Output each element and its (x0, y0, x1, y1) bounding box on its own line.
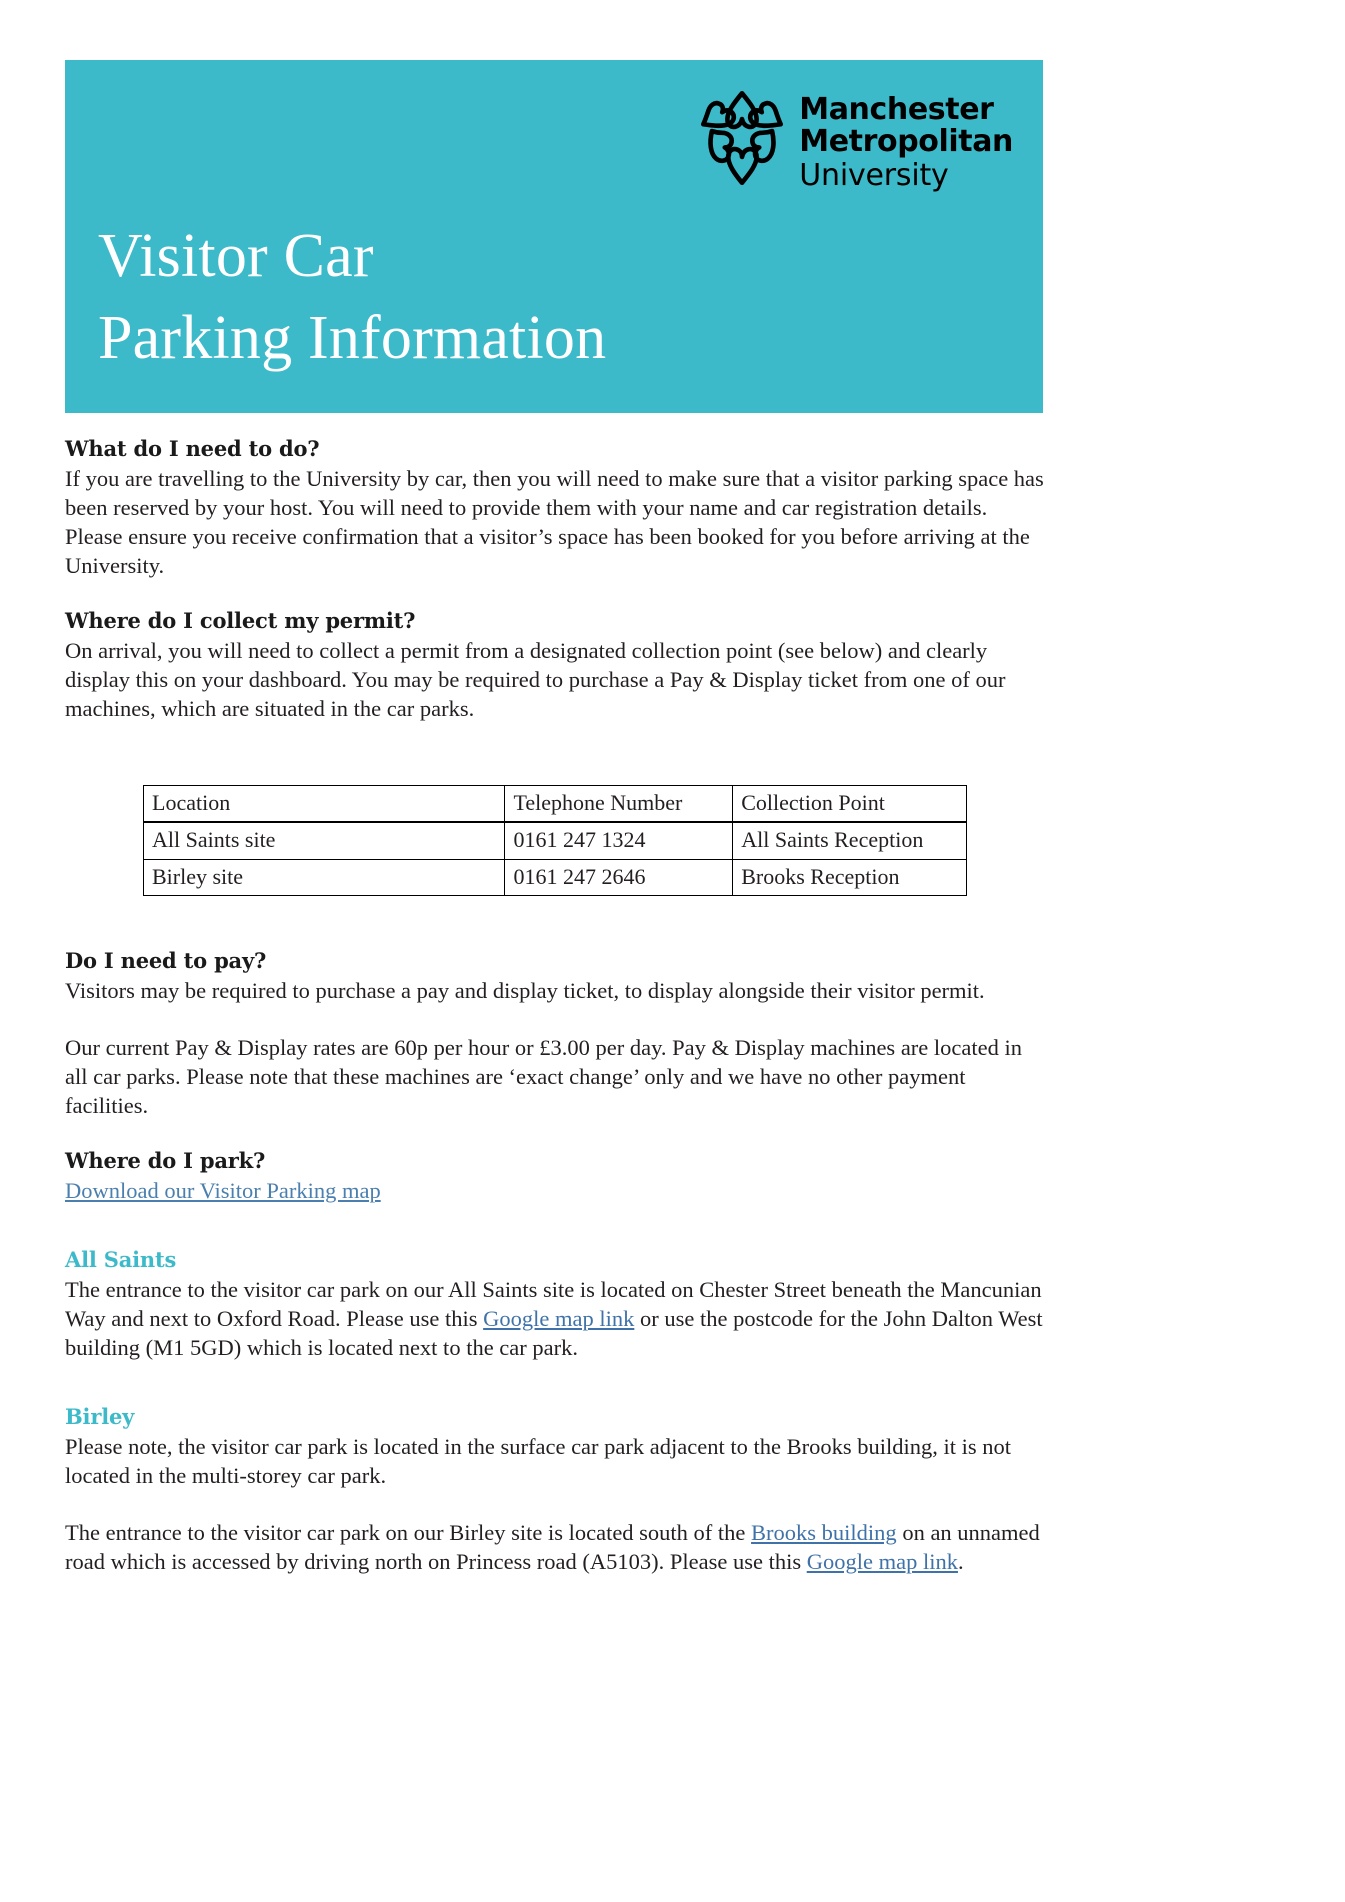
paragraph-visitor-map (65, 1176, 1045, 1205)
table-row (144, 822, 967, 859)
birley-google-map-link[interactable]: Google map link (806, 1549, 958, 1575)
cell-telephone: 0161 247 1324 (505, 822, 733, 859)
download-visitor-parking-map-link[interactable]: Download our Visitor Parking map (65, 1178, 381, 1204)
spacer (65, 1233, 1045, 1247)
paragraph-collect-permit: On arrival, you will need to collect a permit from a designated collection point (see below) and clearly display this on your dashboard. You may be required to purchase a Pay & Display ticket from one of our machines, which are situated in the car parks. (65, 637, 1006, 721)
birley-text-after-link-2: . (957, 1549, 964, 1575)
paragraph-need-to-pay-2: Our current Pay & Display rates are 60p per hour or £3.00 per day. Pay & Display machines are located in all car parks. Please note that these machines are ‘exact change’ only and we have no other payment facilities. (65, 1035, 1022, 1119)
all-saints-text-before-link: The entrance to the visitor car park on our All Saints site is located on Chester Street beneath the Mancunian Way and next to Oxford Road. Please use this (65, 1277, 1042, 1332)
cell-location: All Saints site (144, 822, 505, 859)
spacer (65, 759, 1045, 785)
page-title-line-2: Parking Information (98, 304, 607, 373)
document-body (65, 436, 1045, 1576)
spacer (65, 1362, 1045, 1390)
spacer (65, 580, 1045, 608)
spacer (65, 1490, 1045, 1518)
table-header-row (144, 785, 967, 822)
heading-need-to-pay: Do I need to pay? (65, 948, 267, 974)
heading-birley: Birley (65, 1404, 135, 1430)
collection-points-table-wrapper (65, 785, 1045, 897)
spacer (65, 723, 1045, 759)
table-header-telephone: Telephone Number (505, 785, 733, 822)
heading-what-to-do: What do I need to do? (65, 436, 320, 461)
heading-where-do-i-park: Where do I park? (65, 1148, 266, 1174)
spacer (65, 896, 1045, 948)
spacer (65, 1390, 1045, 1404)
table-header-location: Location (144, 785, 505, 822)
cell-collection-point: Brooks Reception (733, 859, 967, 896)
logo-wordmark (799, 88, 1013, 192)
spacer (65, 1120, 1045, 1148)
logo-line-3: University (799, 157, 949, 193)
header-banner (65, 60, 1043, 413)
all-saints-text-after-link: or use the postcode for the John Dalton West building (M1 5GD) which is located next to the car park. (65, 1306, 1043, 1361)
spacer (65, 1205, 1045, 1233)
heading-collect-permit: Where do I collect my permit? (65, 607, 416, 633)
paragraph-all-saints (65, 1275, 1045, 1362)
university-logo (699, 88, 1013, 192)
mmu-flower-emblem-icon (699, 88, 785, 188)
logo-line-1: Manchester (799, 92, 994, 127)
heading-all-saints: All Saints (65, 1247, 177, 1273)
table-row (144, 859, 967, 896)
paragraph-need-to-pay-1: Visitors may be required to purchase a pay and display ticket, to display alongside their visitor permit. (65, 978, 985, 1004)
brooks-building-link[interactable]: Brooks building (751, 1520, 897, 1546)
paragraph-birley-entrance (65, 1518, 1045, 1576)
page-title-line-1: Visitor Car (98, 222, 374, 290)
paragraph-what-to-do: If you are travelling to the University by car, then you will need to make sure that a visitor parking space has been reserved by your host. You will need to provide them with your name and car registration details. Please ensure you receive confirmation that a visitor’s space has been booked for you before arriving at the University. (65, 465, 1044, 578)
table-header-collection-point: Collection Point (733, 785, 967, 822)
collection-points-table (143, 785, 967, 897)
cell-location: Birley site (144, 859, 505, 896)
all-saints-google-map-link[interactable]: Google map link (483, 1306, 635, 1332)
logo-line-2: Metropolitan (799, 124, 1013, 160)
cell-collection-point: All Saints Reception (733, 822, 967, 859)
birley-text-before-link-1: The entrance to the visitor car park on our Birley site is located south of the (65, 1520, 752, 1546)
birley-text-between-links: on an unnamed road which is accessed by driving north on Princess road (A5103). Please use this (65, 1520, 1040, 1575)
paragraph-birley-note: Please note, the visitor car park is located in the surface car park adjacent to the Brooks building, it is not located in the multi-storey car park. (65, 1433, 1011, 1488)
cell-telephone: 0161 247 2646 (505, 859, 733, 896)
spacer (65, 1005, 1045, 1033)
page-title (98, 215, 606, 380)
